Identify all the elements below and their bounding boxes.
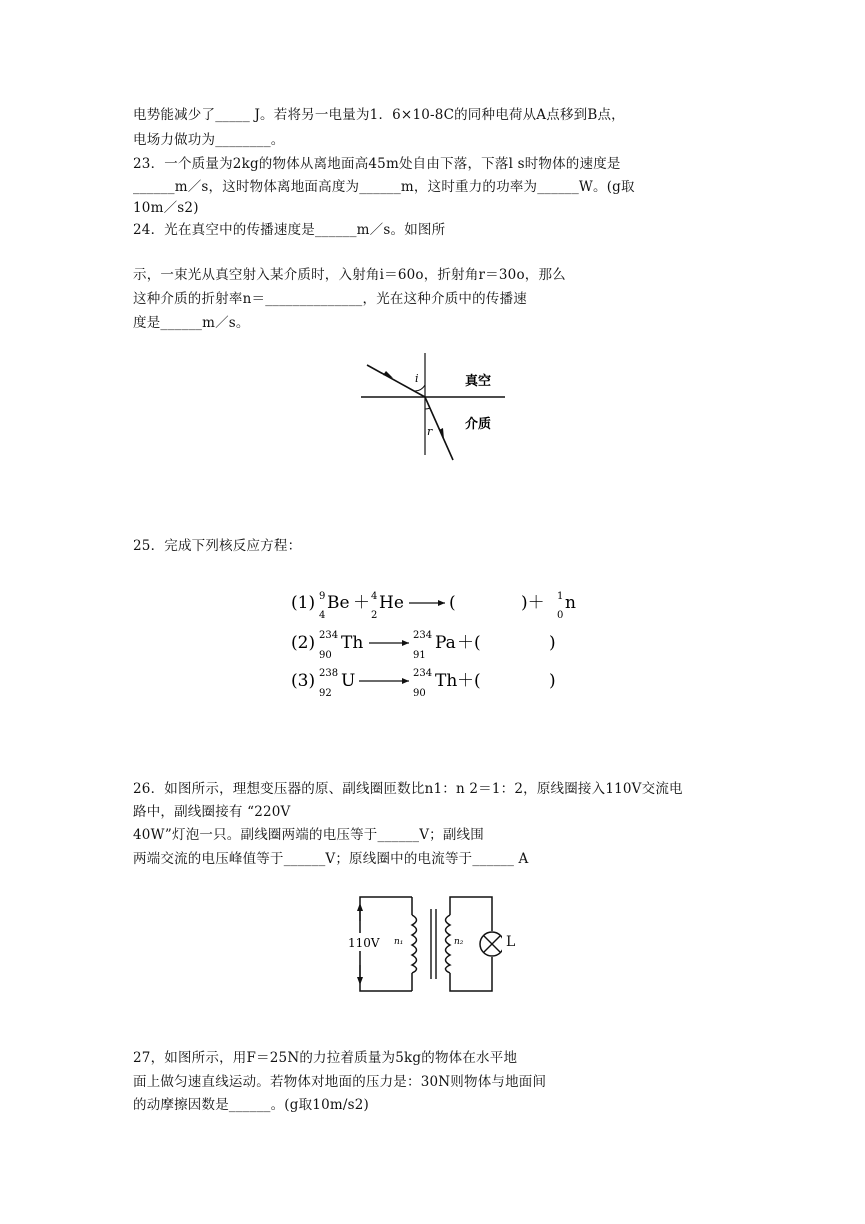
eq3-b-sym: Th — [435, 671, 458, 691]
eq1-c-mass: 1 — [557, 591, 564, 602]
q24-line1: 24．光在真空中的传播速度是______m／s。如图所 — [133, 222, 446, 238]
q27-line2: 面上做匀速直线运动。若物体对地面的压力是：30N则物体与地面间 — [133, 1074, 547, 1090]
eq2-a-charge: 90 — [319, 650, 332, 661]
eq1-c-sym: n — [565, 593, 576, 613]
eq3-a-charge: 92 — [319, 688, 332, 699]
eq1-a-charge: 4 — [319, 610, 326, 621]
label-vacuum: 真空 — [465, 374, 492, 389]
eq3-b-mass: 234 — [413, 668, 433, 679]
eq1-open-paren: ( — [449, 593, 456, 613]
eq3-b-charge: 90 — [413, 688, 426, 699]
nuclear-equations-figure — [285, 582, 585, 700]
secondary-coil — [446, 915, 451, 973]
q22-line2: 电场力做功为________。 — [133, 132, 285, 148]
eq2-arrowhead — [402, 640, 409, 646]
q27-line3: 的动摩擦因数是______。(g取10m/s2) — [133, 1097, 370, 1113]
eq1-num: (1) — [291, 593, 316, 613]
eq1-b-sym: He — [379, 593, 404, 613]
eq1-a-mass: 9 — [319, 591, 326, 602]
primary-coil — [412, 915, 417, 973]
lamp-icon — [480, 932, 502, 956]
eq1-b-charge: 2 — [371, 610, 378, 621]
equation-1 — [291, 591, 576, 621]
q24-line4: 度是______m／s。 — [133, 315, 250, 331]
eq2-b-mass: 234 — [413, 630, 433, 641]
q26-line3: 40W”灯泡一只。副线圈两端的电压等于______V；副线围 — [133, 827, 484, 843]
q23-line2: ______m／s，这时物体离地面高度为______m，这时重力的功率为______W。(g取 — [133, 179, 635, 195]
equation-3 — [291, 668, 556, 699]
q24-line2: 示，一束光从真空射入某介质时，入射角i＝60o，折射角r＝30o，那么 — [133, 267, 566, 283]
eq1-b-mass: 4 — [371, 591, 378, 602]
q27-line1: 27，如图所示，用F＝25N的力拉着质量为5kg的物体在水平地 — [133, 1050, 518, 1066]
eq1-plus: ＋ — [353, 593, 370, 613]
q26-line1: 26．如图所示，理想变压器的原、副线圈匝数比n1：n 2＝1：2，原线圈接入110V交流电 — [133, 781, 683, 797]
q25-line1: 25．完成下列核反应方程： — [133, 538, 302, 554]
q23-line3: 10m／s2) — [133, 200, 199, 216]
eq1-close-paren: )＋ — [521, 593, 545, 613]
eq2-a-mass: 234 — [319, 630, 339, 641]
q22-line1: 电势能减少了_____ J。若将另一电量为1．6×10-8C的同种电荷从A点移到B点， — [133, 107, 625, 123]
angle-r-arc — [425, 408, 430, 409]
eq3-tail: ＋( — [457, 671, 481, 691]
eq2-close-paren: ) — [549, 633, 556, 653]
eq1-c-charge: 0 — [557, 610, 564, 621]
q26-line2: 路中，副线圈接有 “220V — [133, 804, 291, 820]
eq2-num: (2) — [291, 633, 316, 653]
secondary-wire-top — [450, 897, 492, 931]
eq1-a-sym: Be — [327, 593, 350, 613]
voltage-arrowhead-down — [357, 977, 363, 985]
q26-line4: 两端交流的电压峰值等于______V；原线圈中的电流等于______ A — [133, 851, 529, 867]
lamp-label: L — [506, 934, 516, 950]
eq3-close-paren: ) — [549, 671, 556, 691]
eq2-a-sym: Th — [341, 633, 364, 653]
eq3-a-mass: 238 — [319, 668, 339, 679]
eq2-tail: ＋( — [457, 633, 481, 653]
transformer-figure — [342, 885, 502, 997]
voltage-arrowhead-up — [357, 903, 363, 911]
secondary-wire-bottom — [450, 957, 492, 991]
eq2-b-sym: Pa — [435, 633, 456, 653]
eq2-b-charge: 91 — [413, 650, 426, 661]
eq3-num: (3) — [291, 671, 316, 691]
eq1-arrowhead — [438, 600, 445, 606]
eq3-a-sym: U — [341, 671, 356, 691]
label-r: r — [427, 425, 433, 438]
voltage-label: 110V — [348, 936, 380, 950]
refracted-arrowhead — [439, 428, 444, 439]
q24-line3: 这种介质的折射率n＝______________，光在这种介质中的传播速 — [133, 291, 527, 307]
label-n1: n₁ — [394, 937, 404, 947]
label-medium: 介质 — [465, 417, 492, 432]
label-i: i — [415, 372, 419, 385]
eq3-arrowhead — [402, 678, 409, 684]
refraction-figure — [355, 345, 520, 465]
equation-2 — [291, 630, 556, 661]
label-n2: n₂ — [454, 937, 464, 947]
q23-line1: 23．一个质量为2kg的物体从离地面高45m处自由下落，下落l s时物体的速度是 — [133, 156, 621, 172]
angle-i-arc — [415, 385, 425, 391]
